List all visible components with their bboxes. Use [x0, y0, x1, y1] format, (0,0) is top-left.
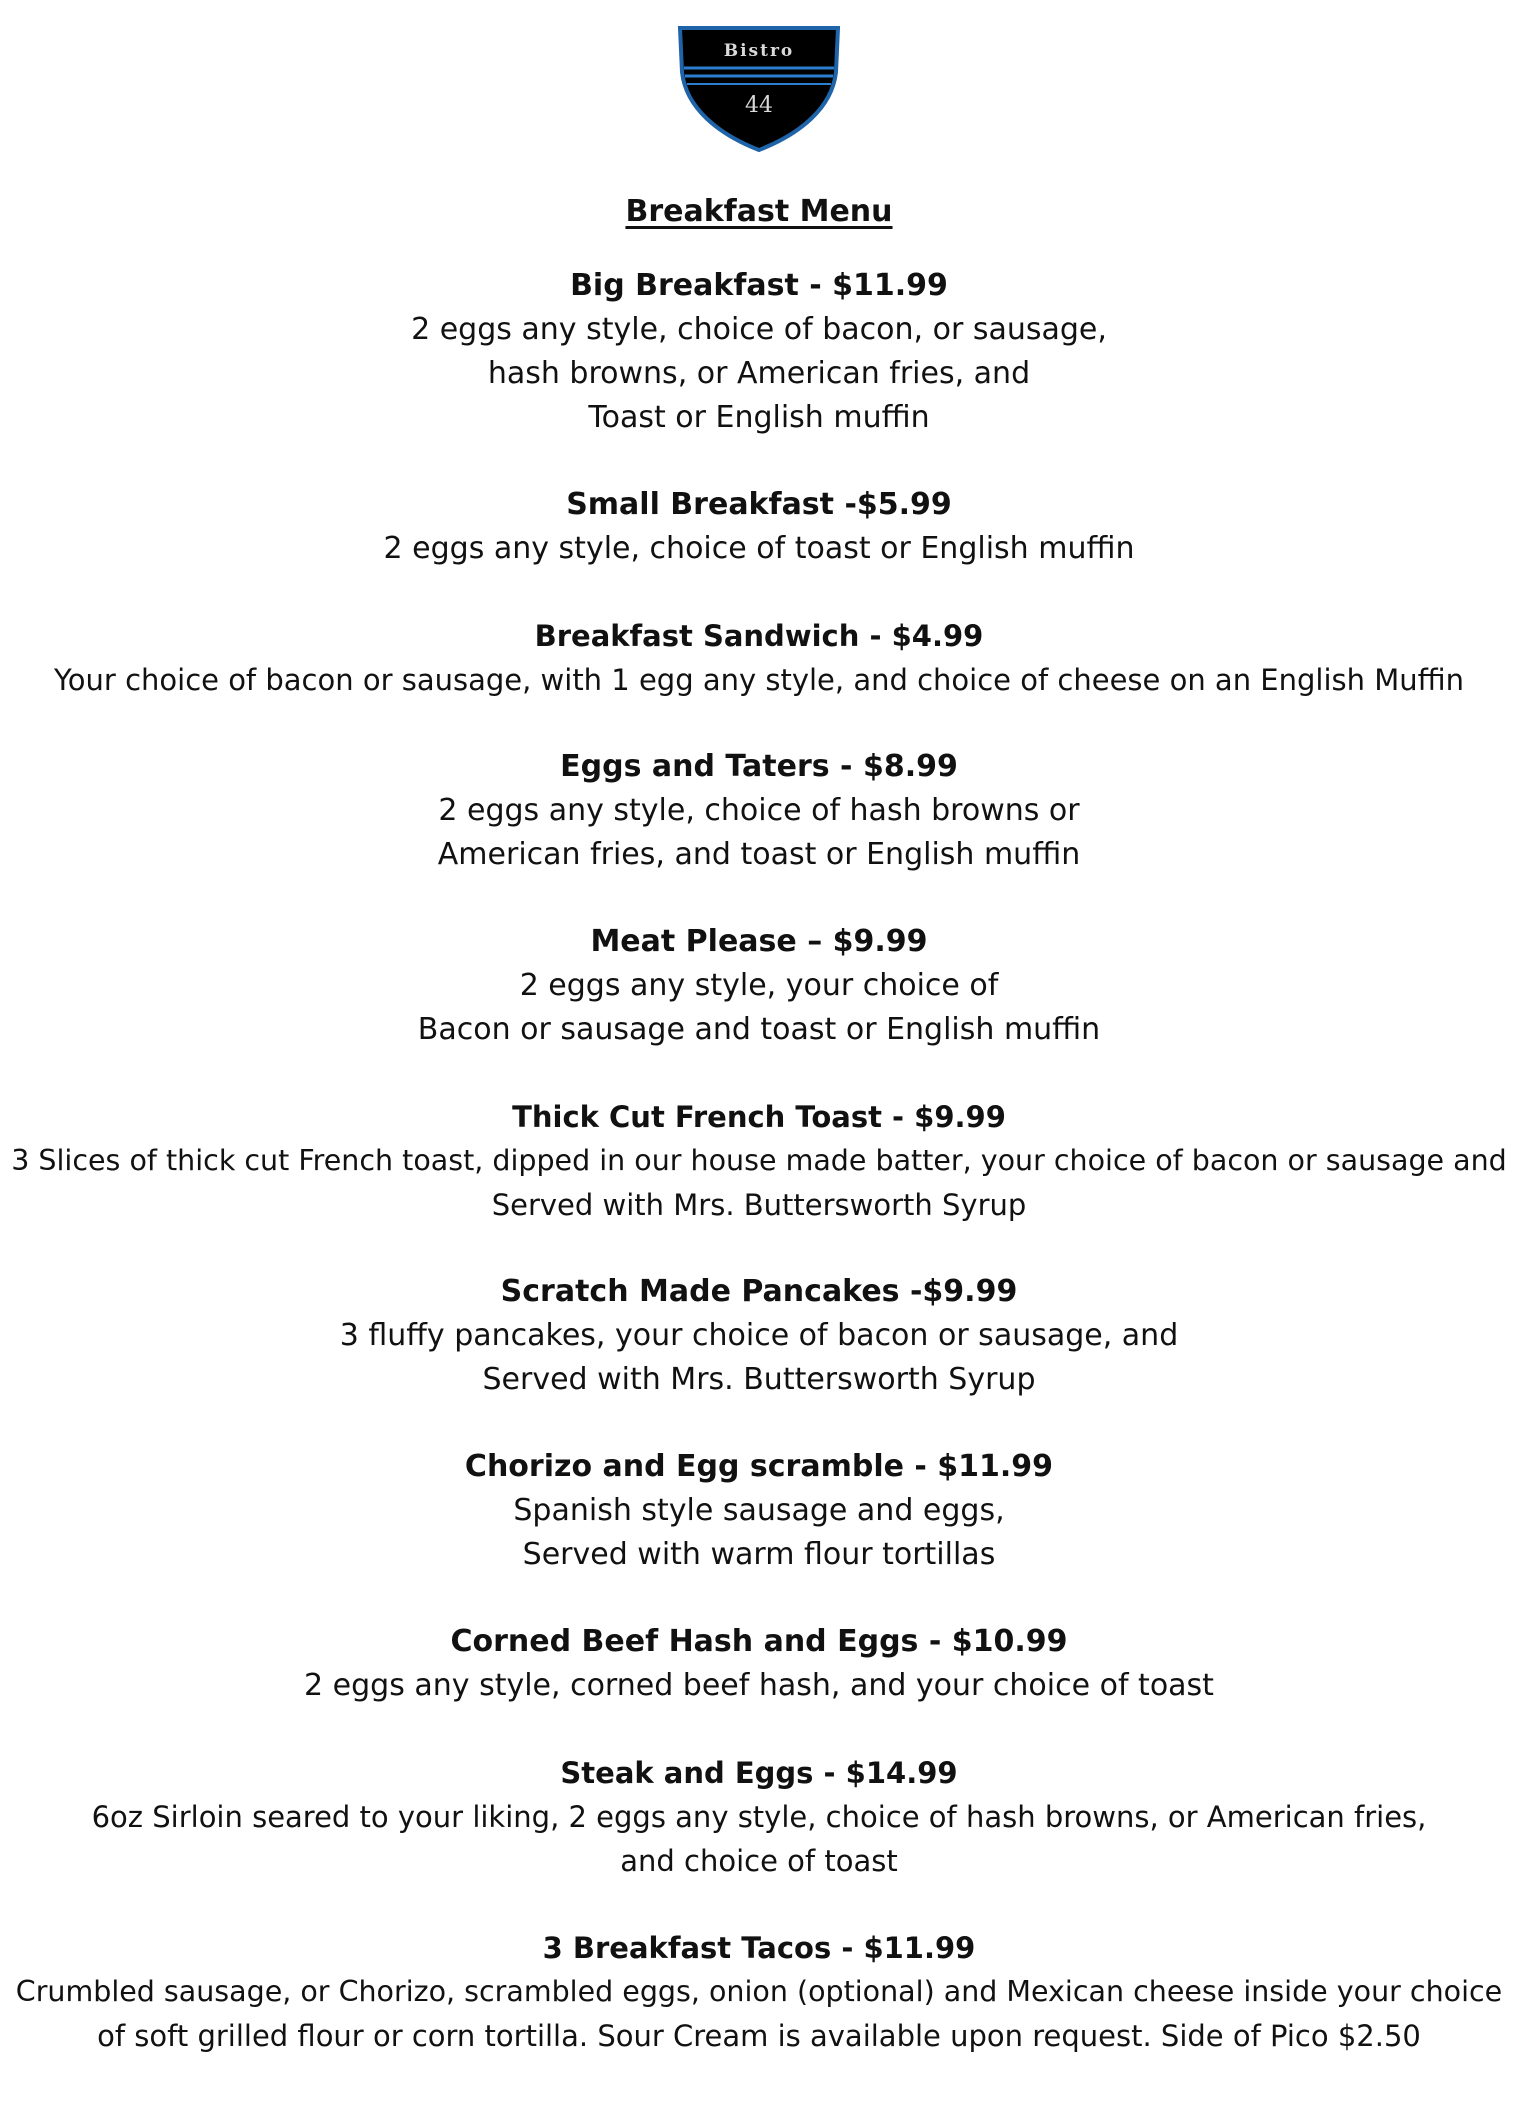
- menu-item: [0, 745, 1518, 877]
- menu-item: [0, 1095, 1518, 1227]
- item-description: [0, 1314, 1518, 1402]
- description-line: 2 eggs any style, your choice of: [519, 968, 999, 1003]
- menu-item: [0, 614, 1518, 702]
- description-line: 2 eggs any style, choice of hash browns or: [438, 793, 1080, 828]
- description-line: 2 eggs any style, corned beef hash, and your choice of toast: [304, 1668, 1214, 1703]
- description-line: Your choice of bacon or sausage, with 1 egg any style, and choice of cheese on an English Muffin: [53, 663, 1465, 697]
- item-description: [0, 1489, 1518, 1577]
- menu-items: [0, 264, 1518, 2101]
- menu-title: Breakfast Menu: [625, 194, 893, 229]
- bistro-44-logo: [676, 22, 842, 154]
- item-description: [0, 1664, 1518, 1708]
- menu-item: [0, 1445, 1518, 1577]
- description-line: Bacon or sausage and toast or English muffin: [417, 1012, 1101, 1047]
- item-description: [0, 527, 1518, 571]
- item-description: [0, 308, 1518, 440]
- item-description: [0, 789, 1518, 877]
- item-description: [0, 1970, 1518, 2058]
- description-line: 3 fluffy pancakes, your choice of bacon or sausage, and: [339, 1318, 1179, 1353]
- item-name: Steak and Eggs - $14.99: [560, 1756, 958, 1790]
- menu-item: [0, 1926, 1518, 2058]
- description-line: 2 eggs any style, choice of toast or English muffin: [383, 531, 1135, 566]
- item-name: Corned Beef Hash and Eggs - $10.99: [450, 1624, 1068, 1659]
- description-line: 2 eggs any style, choice of bacon, or sausage,: [411, 312, 1107, 347]
- item-name: Small Breakfast -$5.99: [566, 487, 952, 522]
- description-line: Toast or English muffin: [588, 400, 930, 435]
- item-description: [0, 1795, 1518, 1883]
- menu-item: [0, 920, 1518, 1052]
- description-line: Served with Mrs. Buttersworth Syrup: [482, 1362, 1036, 1397]
- item-name: Big Breakfast - $11.99: [570, 268, 948, 303]
- description-line: and choice of toast: [620, 1844, 898, 1878]
- logo-number: 44: [745, 93, 773, 118]
- logo-name: Bistro: [723, 41, 795, 61]
- item-description: [0, 1139, 1518, 1227]
- menu-item: [0, 1270, 1518, 1402]
- description-line: 6oz Sirloin seared to your liking, 2 eggs any style, choice of hash browns, or American fries,: [91, 1800, 1427, 1834]
- menu-item: [0, 264, 1518, 440]
- item-name: Scratch Made Pancakes -$9.99: [500, 1274, 1018, 1309]
- item-name: Breakfast Sandwich - $4.99: [534, 619, 984, 653]
- item-description: [0, 964, 1518, 1052]
- description-line: Served with warm flour tortillas: [522, 1537, 996, 1572]
- menu-item: [0, 483, 1518, 571]
- item-name: Meat Please – $9.99: [590, 924, 928, 959]
- item-name: Eggs and Taters - $8.99: [560, 749, 958, 784]
- menu-item: [0, 1620, 1518, 1708]
- description-line: Crumbled sausage, or Chorizo, scrambled eggs, onion (optional) and Mexican cheese inside your choice: [15, 1975, 1503, 2008]
- description-line: American fries, and toast or English muffin: [437, 837, 1081, 872]
- description-line: hash browns, or American fries, and: [487, 356, 1031, 391]
- item-name: 3 Breakfast Tacos - $11.99: [542, 1931, 976, 1965]
- description-line: of soft grilled flour or corn tortilla. Sour Cream is available upon request. Side of Pico $2.50: [97, 2019, 1421, 2053]
- description-line: 3 Slices of thick cut French toast, dipped in our house made batter, your choice of bacon or sausage and: [11, 1144, 1507, 1177]
- description-line: Served with Mrs. Buttersworth Syrup: [491, 1188, 1027, 1222]
- item-description: [0, 658, 1518, 702]
- item-name: Chorizo and Egg scramble - $11.99: [464, 1449, 1054, 1484]
- shield-icon: [676, 22, 842, 154]
- item-name: Thick Cut French Toast - $9.99: [512, 1100, 1006, 1134]
- menu-item: [0, 1751, 1518, 1883]
- description-line: Spanish style sausage and eggs,: [513, 1493, 1005, 1528]
